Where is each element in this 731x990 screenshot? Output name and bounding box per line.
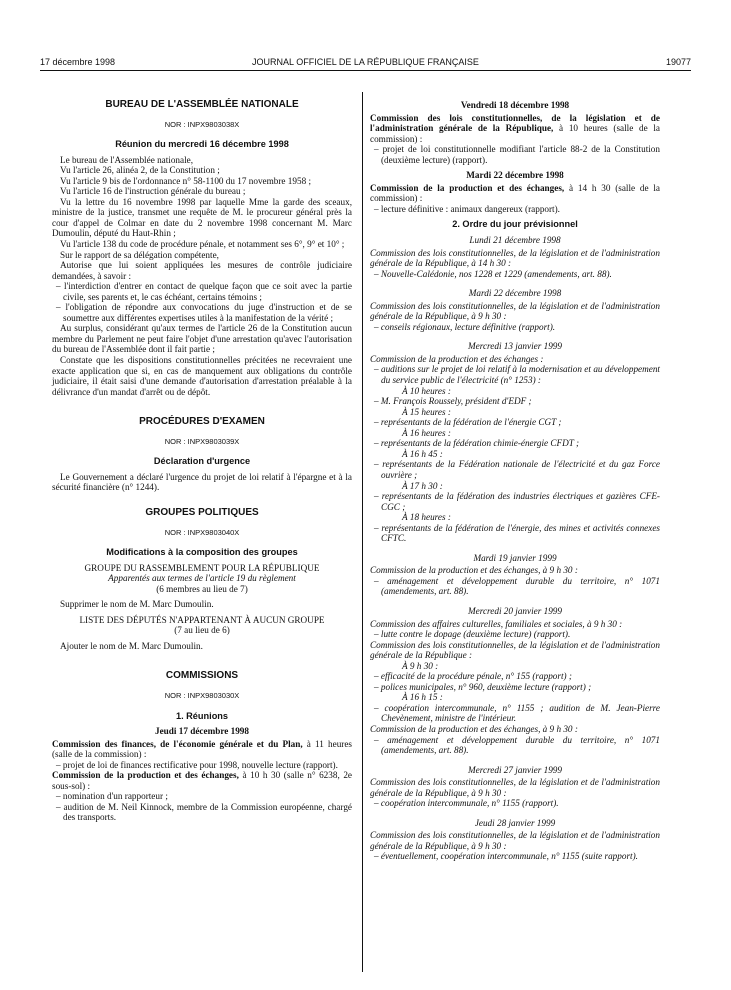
day-heading: Mercredi 20 janvier 1999 [468,605,562,616]
paragraph: Constate que les dispositions constitutionnelles précitées ne recevraient une exacte application que si, en cas de manquement aux obligations du contrôle judiciaire, il était saisi d'une demande d'autorisation d'arrestation préalable à la délivrance d'un mandat d'arrêt ou de dépôt. [52,355,352,397]
bureau-reunion: Réunion du mercredi 16 décembre 1998 [115,139,289,150]
list-item: – coopération intercommunale, n° 1155 (rapport). [374,798,559,809]
paragraph: Vu l'article 26, alinéa 2, de la Constitution ; [60,165,220,176]
commissions-nor: NOR : INPX9803030X [164,690,240,700]
list-item: – M. François Roussely, président d'EDF ; [374,396,532,407]
list-item: – coopération intercommunale, n° 1155 ; audition de M. Jean-Pierre Chevènement, ministre de l'intérieur. [374,702,660,724]
time-label: À 17 h 30 : [402,480,443,491]
left-column [52,100,352,823]
day-heading: Mercredi 13 janvier 1999 [468,341,562,352]
paragraph: Ajouter le nom de M. Marc Dumoulin. [60,640,203,651]
paragraph: Commission des lois constitutionnelles, de la législation et de l'administration générale de la République : [370,639,660,661]
day-heading: Vendredi 18 décembre 1998 [460,100,570,110]
paragraph: Commission de la production et des échanges, à 14 h 30 (salle de la commission) : [370,182,660,204]
list-item: – représentants de la fédération de l'énergie CGT ; [374,417,562,428]
group-count: (6 membres au lieu de 7) [156,583,248,594]
list-item: – aménagement et développement durable du territoire, n° 1071 (amendements, art. 88). [374,575,660,597]
day-heading: Jeudi 17 décembre 1998 [155,726,249,737]
list-item: – représentants de la fédération des industries électriques et gazières CFE-CGC ; [374,491,660,512]
ordre-subtitle: 2. Ordre du jour prévisionnel [452,219,578,230]
list-item: – projet de loi constitutionnelle modifiant l'article 88-2 de la Constitution (deuxième lecture) (rapport). [374,144,660,165]
time-label: À 16 h 15 : [402,692,443,703]
list-item: – projet de loi de finances rectificative pour 1998, nouvelle lecture (rapport). [56,759,338,770]
paragraph: Le bureau de l'Assemblée nationale, [60,154,194,165]
column-divider [362,92,363,972]
running-header [40,57,691,69]
time-label: À 18 heures : [402,512,451,523]
paragraph: Commission des lois constitutionnelles, de la législation et de l'administration générale de la République, à 9 h 30 : [370,777,660,798]
header-date: 17 décembre 1998 [40,57,116,67]
paragraph: Commission des lois constitutionnelles, de la législation et de l'administration générale de la République, à 14 h 30 : [370,247,660,269]
list-item: – conseils régionaux, lecture définitive (rapport). [374,321,556,332]
list-item: – représentants de la Fédération nationale de l'électricité et du gaz Force ouvrière ; [374,459,660,480]
group-count: (7 au lieu de 6) [174,625,230,636]
commissions-subtitle: 1. Réunions [175,710,229,721]
list-item: – nomination d'un rapporteur ; [56,791,168,802]
list-item: – éventuellement, coopération intercommunale, n° 1155 (suite rapport). [374,851,638,862]
groupes-nor: NOR : INPX9803040X [164,527,240,537]
bureau-nor: NOR : INPX9803038X [164,119,240,129]
paragraph: Commission de la production et des échanges, à 9 h 30 : [370,565,578,576]
groupes-subtitle: Modifications à la composition des groupes [106,547,298,558]
header-rule [40,70,691,71]
time-label: À 9 h 30 : [402,660,439,671]
list-item: – l'interdiction d'entrer en contact de quelque façon que ce soit avec la partie civile, ses parents et, le cas échéant, certains témoins ; [56,281,352,302]
time-label: À 15 heures : [402,406,451,417]
list-item: – aménagement et développement durable du territoire, n° 1071 (amendements, art. 88). [374,734,660,756]
list-item: – audition de M. Neil Kinnock, membre de la Commission européenne, chargé des transports. [56,801,352,823]
paragraph: Commission des lois constitutionnelles, de la législation et de l'administration générale de la République, à 9 h 30 : [370,300,660,322]
paragraph: Commission de la production et des échanges, à 9 h 30 : [370,723,578,734]
paragraph: Autorise que lui soient appliquées les mesures de contrôle judiciaire demandées, à savoir : [52,260,352,281]
time-label: À 16 heures : [402,427,451,438]
day-heading: Mardi 22 décembre 1998 [466,170,564,181]
paragraph: Vu la lettre du 16 novembre 1998 par laquelle Mme la garde des sceaux, ministre de la justice, transmet une requête de M. le procureur général près la cour d'appel de Colmar en date du 2 novembre 1998 concernant M. Marc Dumoulin, député du Haut-Rhin ; [52,196,352,239]
paragraph: Commission des affaires culturelles, familiales et sociales, à 9 h 30 : [370,618,623,629]
list-item: – efficacité de la procédure pénale, n° 155 (rapport) ; [374,671,572,682]
day-heading: Mardi 19 janvier 1999 [473,552,557,563]
list-item: – auditions sur le projet de loi relatif à la modernisation et au développement du service public de l'électricité (n° 1253) : [374,364,660,386]
paragraph: Commission des finances, de l'économie générale et du Plan, à 11 heures (salle de la commission) : [52,738,353,760]
bureau-title: BUREAU DE L'ASSEMBLÉE NATIONALE [105,99,299,110]
group-name: GROUPE DU RASSEMBLEMENT POUR LA RÉPUBLIQUE [84,562,320,573]
paragraph: Vu l'article 9 bis de l'ordonnance n° 58-1100 du 17 novembre 1958 ; [60,175,312,186]
list-item: – polices municipales, n° 960, deuxième lecture (rapport) ; [374,681,592,692]
group-note: Apparentés aux termes de l'article 19 du règlement [108,573,296,584]
groupes-title: GROUPES POLITIQUES [145,506,259,518]
list-item: – lecture définitive : animaux dangereux (rapport). [374,203,560,214]
paragraph: Vu l'article 138 du code de procédure pénale, et notamment ses 6°, 9° et 10° ; [60,239,345,250]
right-column [370,100,660,862]
commissions-title: COMMISSIONS [165,670,239,682]
time-label: À 10 heures : [402,385,451,396]
procedures-subtitle: Déclaration d'urgence [153,456,251,467]
paragraph: Vu l'article 16 de l'instruction générale du bureau ; [60,186,246,197]
list-item: – Nouvelle-Calédonie, nos 1228 et 1229 (amendements, art. 88). [374,268,612,279]
header-journal-title: JOURNAL OFFICIEL DE LA RÉPUBLIQUE FRANÇAISE [252,57,479,67]
paragraph: Commission de la production et des échanges, à 10 h 30 (salle n° 6238, 2e sous-sol) : [52,770,352,791]
group-name: LISTE DES DÉPUTÉS N'APPARTENANT À AUCUN GROUPE [79,614,325,625]
day-heading: Jeudi 28 janvier 1999 [474,817,556,828]
header-page-number: 19077 [665,57,691,67]
day-heading: Mardi 22 décembre 1998 [468,288,562,299]
list-item: – représentants de la fédération chimie-énergie CFDT ; [374,438,580,449]
list-item: – l'obligation de répondre aux convocations du juge d'instruction et de se soumettre aux différentes expertises utiles à la manifestation de la vérité ; [56,302,352,323]
time-label: À 16 h 45 : [402,448,443,459]
list-item: – représentants de la fédération de l'énergie, des mines et activités connexes CFTC. [374,522,660,544]
day-heading: Mercredi 27 janvier 1999 [468,764,562,775]
procedures-title: PROCÉDURES D'EXAMEN [139,416,265,428]
paragraph: Au surplus, considérant qu'aux termes de l'article 26 de la Constitution aucun membre du Parlement ne peut faire l'objet d'une arrestation qu'avec l'autorisation du bureau de l'Assemblée dont il fait partie ; [52,323,352,355]
paragraph: Sur le rapport de sa délégation compétente, [60,249,219,260]
paragraph: Commission de la production et des échanges : [370,353,544,364]
paragraph: Commission des lois constitutionnelles, de la législation et de l'administration générale de la République, à 9 h 30 : [370,830,660,851]
day-heading: Lundi 21 décembre 1998 [469,235,561,246]
paragraph: Le Gouvernement a déclaré l'urgence du projet de loi relatif à l'épargne et à la sécurité financière (n° 1244). [52,471,352,493]
paragraph: Commission des lois constitutionnelles, de la législation et de l'administration générale de la République, à 10 heures (salle de la commission) : [370,112,660,144]
procedures-nor: NOR : INPX9803039X [164,436,240,446]
paragraph: Supprimer le nom de M. Marc Dumoulin. [60,599,214,610]
list-item: – lutte contre le dopage (deuxième lecture) (rapport). [374,629,571,640]
